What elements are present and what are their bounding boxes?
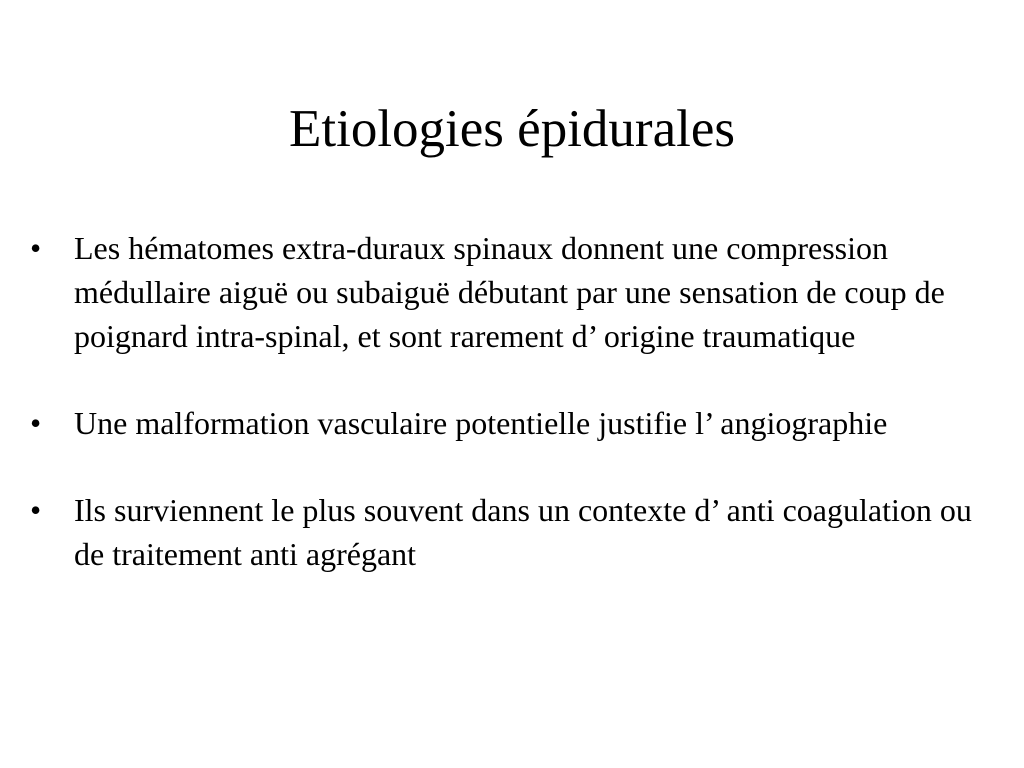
bullet-text: Une malformation vasculaire potentielle justifie l’ angiographie (74, 405, 888, 441)
bullet-text: Ils surviennent le plus souvent dans un contexte d’ anti coagulation ou de traitement anti agrégant (74, 492, 972, 572)
bullet-icon: • (30, 492, 42, 528)
bullet-item (30, 226, 980, 358)
bullet-icon: • (30, 405, 42, 441)
bullet-list (30, 226, 980, 576)
bullet-icon: • (30, 230, 42, 266)
bullet-text: Les hématomes extra-duraux spinaux donnent une compression médullaire aiguë ou subaiguë débutant par une sensation de coup de poignard intra-spinal, et sont rarement d’ origine traumatique (74, 230, 945, 354)
bullet-item (30, 401, 980, 445)
bullet-item (30, 488, 980, 576)
slide-title: Etiologies épidurales (289, 100, 735, 158)
